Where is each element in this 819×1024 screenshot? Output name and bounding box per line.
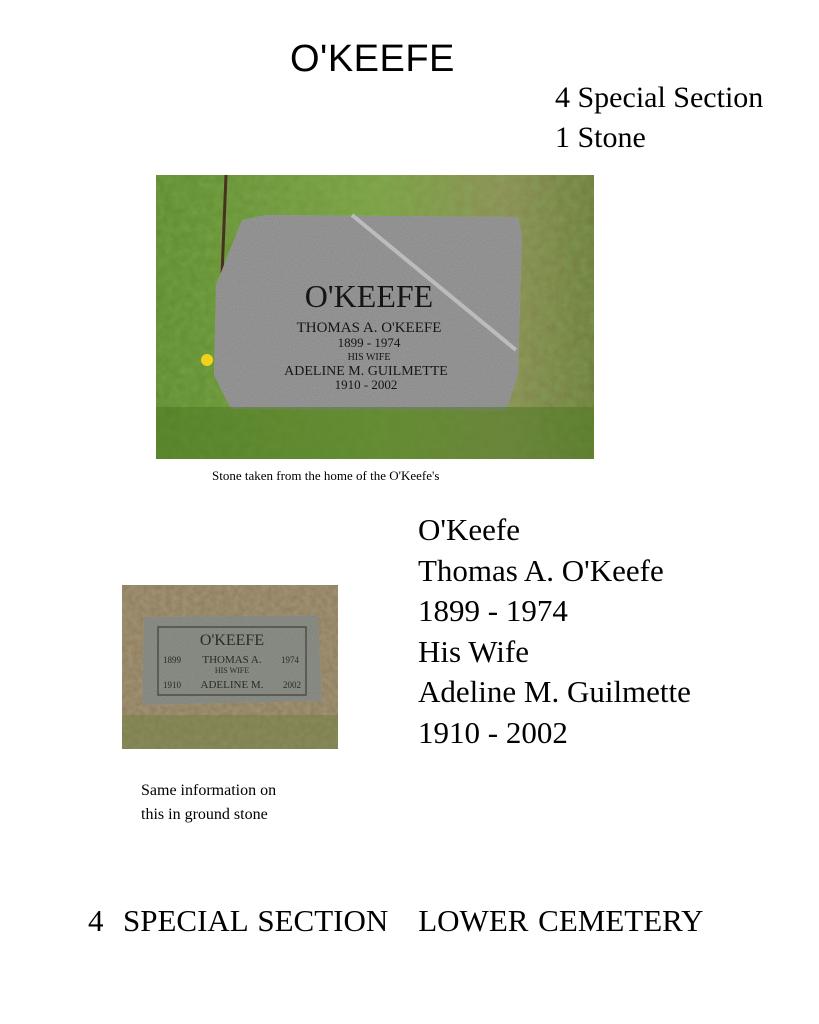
svg-text:ADELINE M.: ADELINE M. xyxy=(200,679,264,691)
transcription-line: 1899 - 1974 xyxy=(418,593,568,628)
flat-stone-photo xyxy=(122,585,338,749)
transcription-line: O'Keefe xyxy=(418,512,520,547)
svg-text:1974: 1974 xyxy=(281,655,299,665)
page-footer xyxy=(88,903,704,939)
svg-text:O'KEEFE: O'KEEFE xyxy=(199,632,265,649)
svg-text:HIS WIFE: HIS WIFE xyxy=(347,352,391,363)
transcription-line: His Wife xyxy=(418,633,529,669)
section-line: 4 Special Section xyxy=(555,81,764,114)
svg-text:1910: 1910 xyxy=(163,680,181,690)
flat-stone-caption-line2: this in ground stone xyxy=(141,806,268,823)
page-title: O'KEEFE xyxy=(290,38,455,80)
svg-text:THOMAS A.: THOMAS A. xyxy=(202,654,262,666)
svg-text:1899 - 1974: 1899 - 1974 xyxy=(337,335,401,350)
svg-text:O'KEEFE: O'KEEFE xyxy=(304,278,434,314)
transcription-line: Thomas A. O'Keefe xyxy=(418,552,664,588)
svg-text:1910 - 2002: 1910 - 2002 xyxy=(334,377,398,392)
footer-section: 4 SPECIAL SECTION xyxy=(88,903,389,938)
svg-text:1899: 1899 xyxy=(163,655,181,665)
svg-text:2002: 2002 xyxy=(283,680,301,690)
inscription-transcription xyxy=(418,510,691,753)
svg-text:THOMAS A. O'KEEFE: THOMAS A. O'KEEFE xyxy=(296,320,442,336)
upright-stone-caption: Stone taken from the home of the O'Keefe's xyxy=(212,468,440,483)
upright-stone-engraving xyxy=(284,278,448,392)
svg-text:HIS WIFE: HIS WIFE xyxy=(214,666,250,675)
upright-stone-photo xyxy=(156,175,594,459)
svg-text:ADELINE M. GUILMETTE: ADELINE M. GUILMETTE xyxy=(284,364,448,379)
transcription-line: Adeline M. Guilmette xyxy=(418,674,691,709)
transcription-line: 1910 - 2002 xyxy=(418,714,568,750)
stone-count: 1 Stone xyxy=(555,121,646,154)
footer-cemetery: LOWER CEMETERY xyxy=(418,903,704,938)
flat-stone-caption-line1: Same information on xyxy=(141,782,277,799)
section-info xyxy=(555,78,763,158)
flat-stone-caption xyxy=(141,779,341,827)
